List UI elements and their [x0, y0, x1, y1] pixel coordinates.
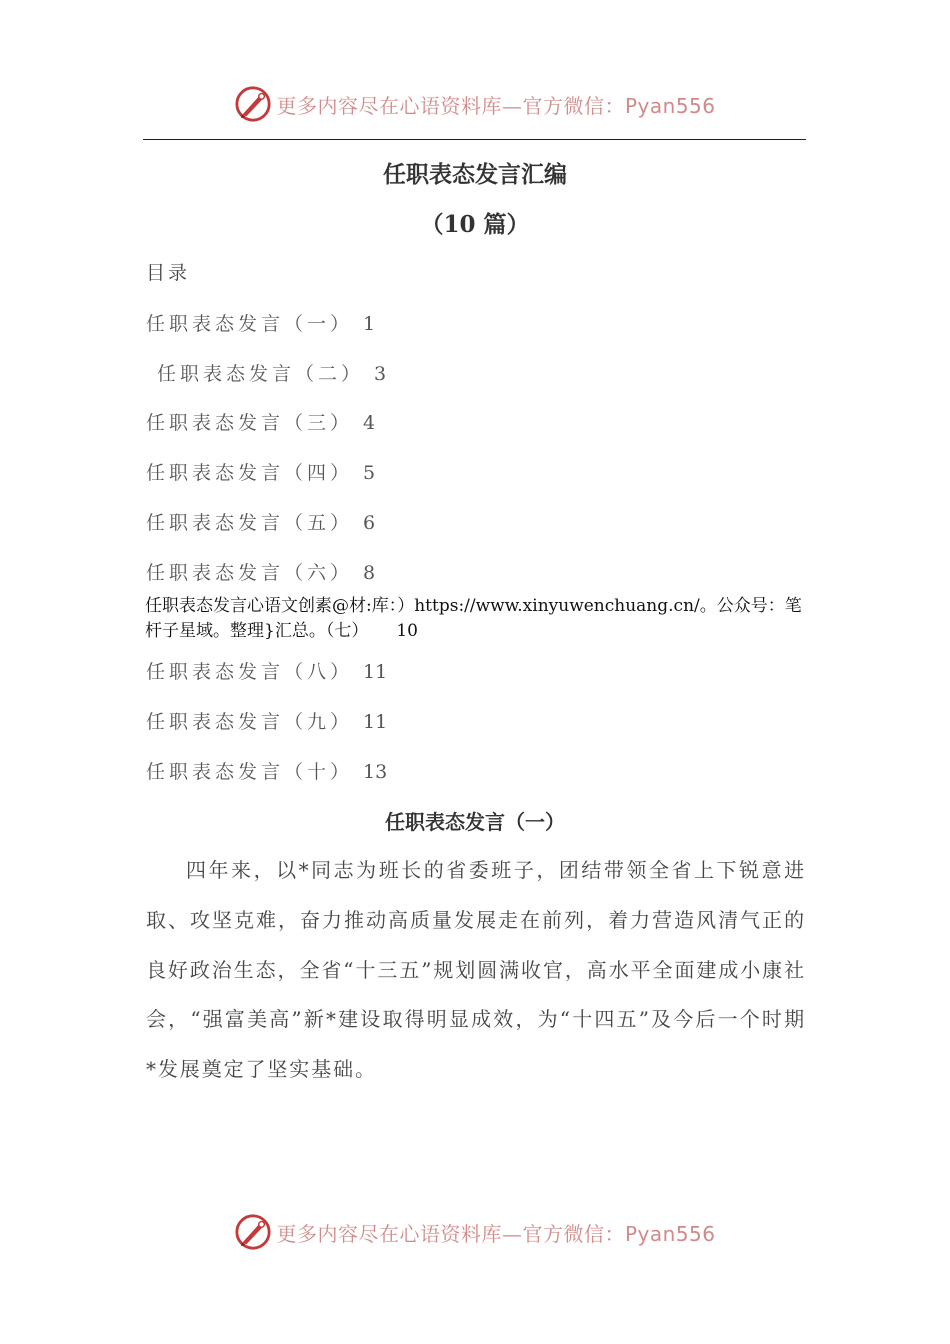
header-banner: [0, 82, 950, 126]
toc-item-6[interactable]: 任职表态发言（六） 8: [146, 562, 376, 584]
pen-logo-icon: [234, 1213, 272, 1251]
toc-item-2[interactable]: 任职表态发言（二） 3: [157, 363, 387, 385]
toc-item-5[interactable]: 任职表态发言（五） 6: [146, 512, 376, 534]
toc-item-1[interactable]: 任职表态发言（一） 1: [146, 313, 376, 335]
section-heading: 任职表态发言（一）: [385, 810, 565, 834]
header-wechat-id: Pyan556: [624, 93, 716, 118]
toc-item-4[interactable]: 任职表态发言（四） 5: [146, 462, 376, 484]
header-banner-text: 更多内容尽在心语资料库—官方微信：Pyan556: [276, 93, 716, 118]
header-divider: [143, 139, 806, 140]
toc-item-7[interactable]: 任职表态发言心语文创素@材:库：）https://www.xinyuwenchuang.cn/。公众号：笔杆子星域。整理}汇总。（七） 10: [145, 596, 802, 641]
toc-item-3[interactable]: 任职表态发言（三） 4: [146, 412, 376, 434]
pen-logo-icon: [234, 85, 272, 123]
toc-item-10[interactable]: 任职表态发言（十） 13: [146, 761, 388, 783]
body-paragraph: 四年来，以*同志为班长的省委班子，团结带领全省上下锐意进取、攻坚克难，奋力推动高质量发展走在前列，着力营造风清气正的良好政治生态，全省“十三五”规划圆满收官，高水平全面建成小康社会，“强富美高”新*建设取得明显成效，为“十四五”及今后一个时期*发展奠定了坚实基础。: [146, 858, 806, 1082]
footer-banner: [0, 1210, 950, 1254]
document-title: 任职表态发言汇编: [383, 161, 567, 188]
footer-banner-text: 更多内容尽在心语资料库—官方微信：Pyan556: [276, 1221, 716, 1246]
toc-item-9[interactable]: 任职表态发言（九） 11: [146, 711, 388, 733]
footer-wechat-id: Pyan556: [624, 1221, 716, 1246]
toc-item-8[interactable]: 任职表态发言（八） 11: [146, 661, 388, 683]
document-subtitle: （10 篇）: [420, 211, 530, 238]
toc-heading: 目录: [146, 262, 191, 284]
